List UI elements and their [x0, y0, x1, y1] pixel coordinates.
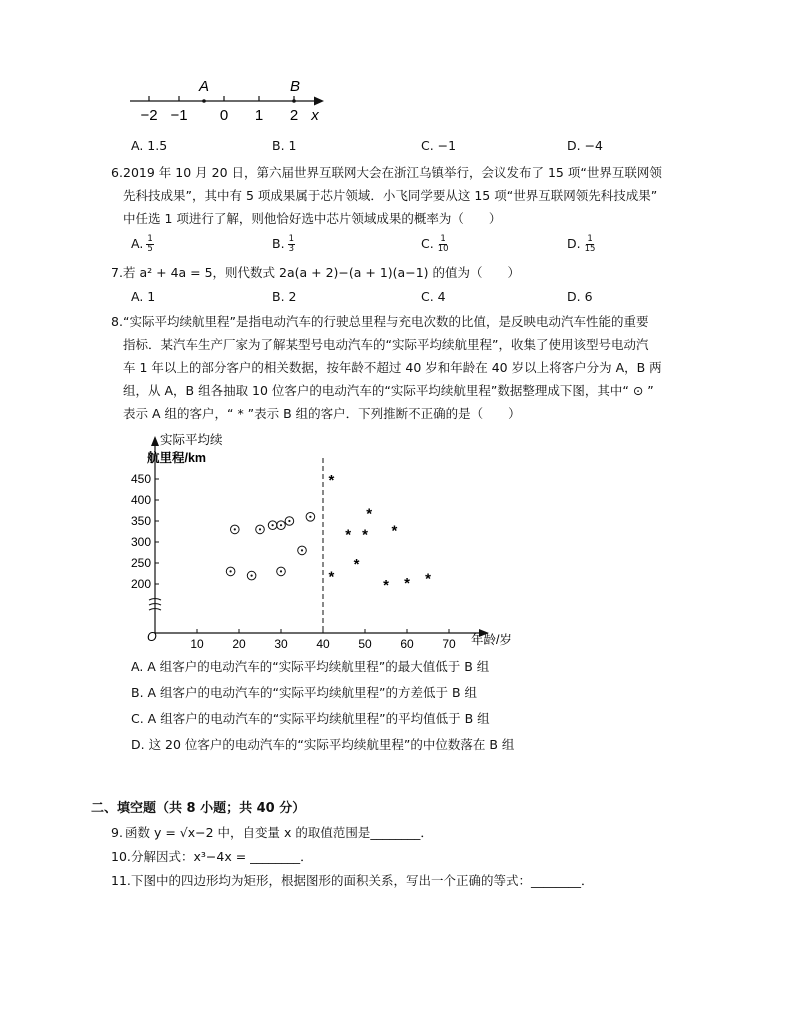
q7-text: 若 a² + 4a = 5，则代数式 2a(a + 2)−(a + 1)(a−1) 的值为（ ）	[123, 265, 520, 280]
x-tick-label: 10	[190, 637, 204, 651]
scatter-chart	[125, 428, 525, 653]
q11-text: 下图中的四边形均为矩形，根据图形的面积关系，写出一个正确的等式：________．	[131, 873, 594, 888]
point-b-label: B	[289, 78, 301, 95]
point-group-a	[226, 567, 235, 576]
point-group-b: *	[345, 526, 352, 544]
q10-number: 10.	[111, 849, 131, 864]
y-tick-label: 450	[130, 472, 151, 486]
x-tick-label: 70	[442, 637, 456, 651]
q8-option-a: A. A 组客户的电动汽车的“实际平均续航里程”的最大值低于 B 组	[131, 659, 490, 674]
point-group-b: *	[391, 522, 398, 540]
q6-option-a: A. $\frac{1}{5}$	[131, 234, 153, 254]
y-tick-label: 200	[130, 577, 151, 591]
point-group-b: *	[328, 472, 335, 489]
q6-number: 6.	[111, 165, 123, 180]
y-tick-label: 250	[130, 556, 151, 570]
q7-number: 7.	[111, 265, 123, 280]
q7-option-a: A. 1	[131, 289, 156, 304]
point-group-b: *	[353, 556, 360, 573]
q5-option-d: D. −4	[567, 138, 603, 153]
point-group-a	[306, 513, 315, 522]
x-tick-label: 30	[274, 637, 288, 651]
q8-line-3: 车 1 年以上的部分客户的相关数据，按年龄不超过 40 岁和年龄在 40 岁以上将客户分为 A，B 两	[123, 360, 662, 375]
x-tick-label: 60	[400, 637, 414, 651]
point-group-a	[231, 525, 240, 534]
q5-option-a: A. 1.5	[131, 138, 168, 153]
q8-line-1: “实际平均续航里程”是指电动汽车的行驶总里程与充电次数的比值，是反映电动汽车性能的重要	[123, 314, 649, 329]
q7-option-b: B. 2	[272, 289, 297, 304]
x-tick-label: 40	[316, 637, 330, 651]
point-group-a	[277, 567, 286, 576]
x-tick-label: 50	[358, 637, 372, 651]
q8-line-5: 表示 A 组的客户，“ * ”表示 B 组的客户．下列推断不正确的是（ ）	[123, 406, 521, 421]
point-group-a	[298, 546, 307, 555]
point-group-a	[285, 517, 294, 526]
q6-option-b: B. $\frac{1}{3}$	[272, 234, 294, 254]
q9-text: 函数 y = √x−2 中，自变量 x 的取值范围是________．	[125, 825, 433, 840]
numberline-tick-label: −1	[170, 107, 188, 124]
origin-label: O	[147, 630, 157, 644]
q6-option-c: C. $\frac{1}{10}$	[421, 234, 449, 254]
q8-line-2: 指标．某汽车生产厂家为了解某型号电动汽车的“实际平均续航里程”，收集了使用该型号电动汽	[123, 337, 649, 352]
q9-number: 9.	[111, 825, 123, 840]
numberline-tick-label: 2	[289, 107, 299, 124]
q8-number: 8.	[111, 314, 123, 329]
y-tick-label: 300	[130, 535, 151, 549]
q6-line-3: 中任选 1 项进行了解，则他恰好选中芯片领域成果的概率为（ ）	[123, 211, 502, 226]
q5-option-c: C. −1	[421, 138, 457, 153]
y-tick-label: 350	[130, 514, 151, 528]
q8-option-b: B. A 组客户的电动汽车的“实际平均续航里程”的方差低于 B 组	[131, 685, 478, 700]
section-title: 二、填空题（共 8 小题；共 40 分）	[91, 801, 306, 816]
point-group-b: *	[425, 570, 431, 588]
point-group-b: *	[328, 568, 335, 586]
point-a-label: A	[198, 78, 210, 95]
point-group-b: *	[404, 574, 410, 592]
axis-x-label: x	[311, 107, 319, 124]
y-tick-label: 400	[130, 493, 151, 507]
q8-line-4: 组，从 A，B 组各抽取 10 位客户的电动汽车的“实际平均续航里程”数据整理成下图，其中“ ⊙ ”	[123, 383, 654, 398]
q6-option-d: D. $\frac{1}{15}$	[567, 234, 596, 254]
q6-line-1: 2019 年 10 月 20 日，第六届世界互联网大会在浙江乌镇举行，会议发布了 15 项“世界互联网领	[123, 165, 662, 180]
point-group-a	[277, 521, 286, 530]
point-group-a	[247, 571, 256, 580]
point-group-b: *	[362, 526, 368, 544]
numberline-tick-label: 0	[219, 107, 229, 124]
y-axis-label-line1: 实际平均续	[160, 433, 223, 447]
numberline-tick-label: −2	[140, 107, 158, 124]
point-group-b: *	[366, 505, 373, 523]
q10-text: 分解因式：x³−4x = ________．	[131, 849, 313, 864]
q5-option-b: B. 1	[272, 138, 297, 153]
q11-number: 11.	[111, 873, 131, 888]
q8-option-c: C. A 组客户的电动汽车的“实际平均续航里程”的平均值低于 B 组	[131, 711, 490, 726]
x-axis-label: 年龄/岁	[471, 633, 512, 647]
q7-option-c: C. 4	[421, 289, 446, 304]
point-group-b: *	[383, 577, 389, 594]
q8-option-d: D. 这 20 位客户的电动汽车的“实际平均续航里程”的中位数落在 B 组	[131, 737, 515, 752]
y-axis-label-line2: 航里程/km	[147, 451, 207, 465]
q6-line-2: 先科技成果”，其中有 5 项成果属于芯片领域．小飞同学要从这 15 项“世界互联网领先科技成果”	[123, 188, 658, 203]
q7-option-d: D. 6	[567, 289, 593, 304]
numberline-tick-label: 1	[254, 107, 264, 124]
point-group-a	[256, 525, 265, 534]
number-line	[124, 78, 334, 124]
point-group-a	[268, 521, 277, 530]
x-tick-label: 20	[232, 637, 246, 651]
